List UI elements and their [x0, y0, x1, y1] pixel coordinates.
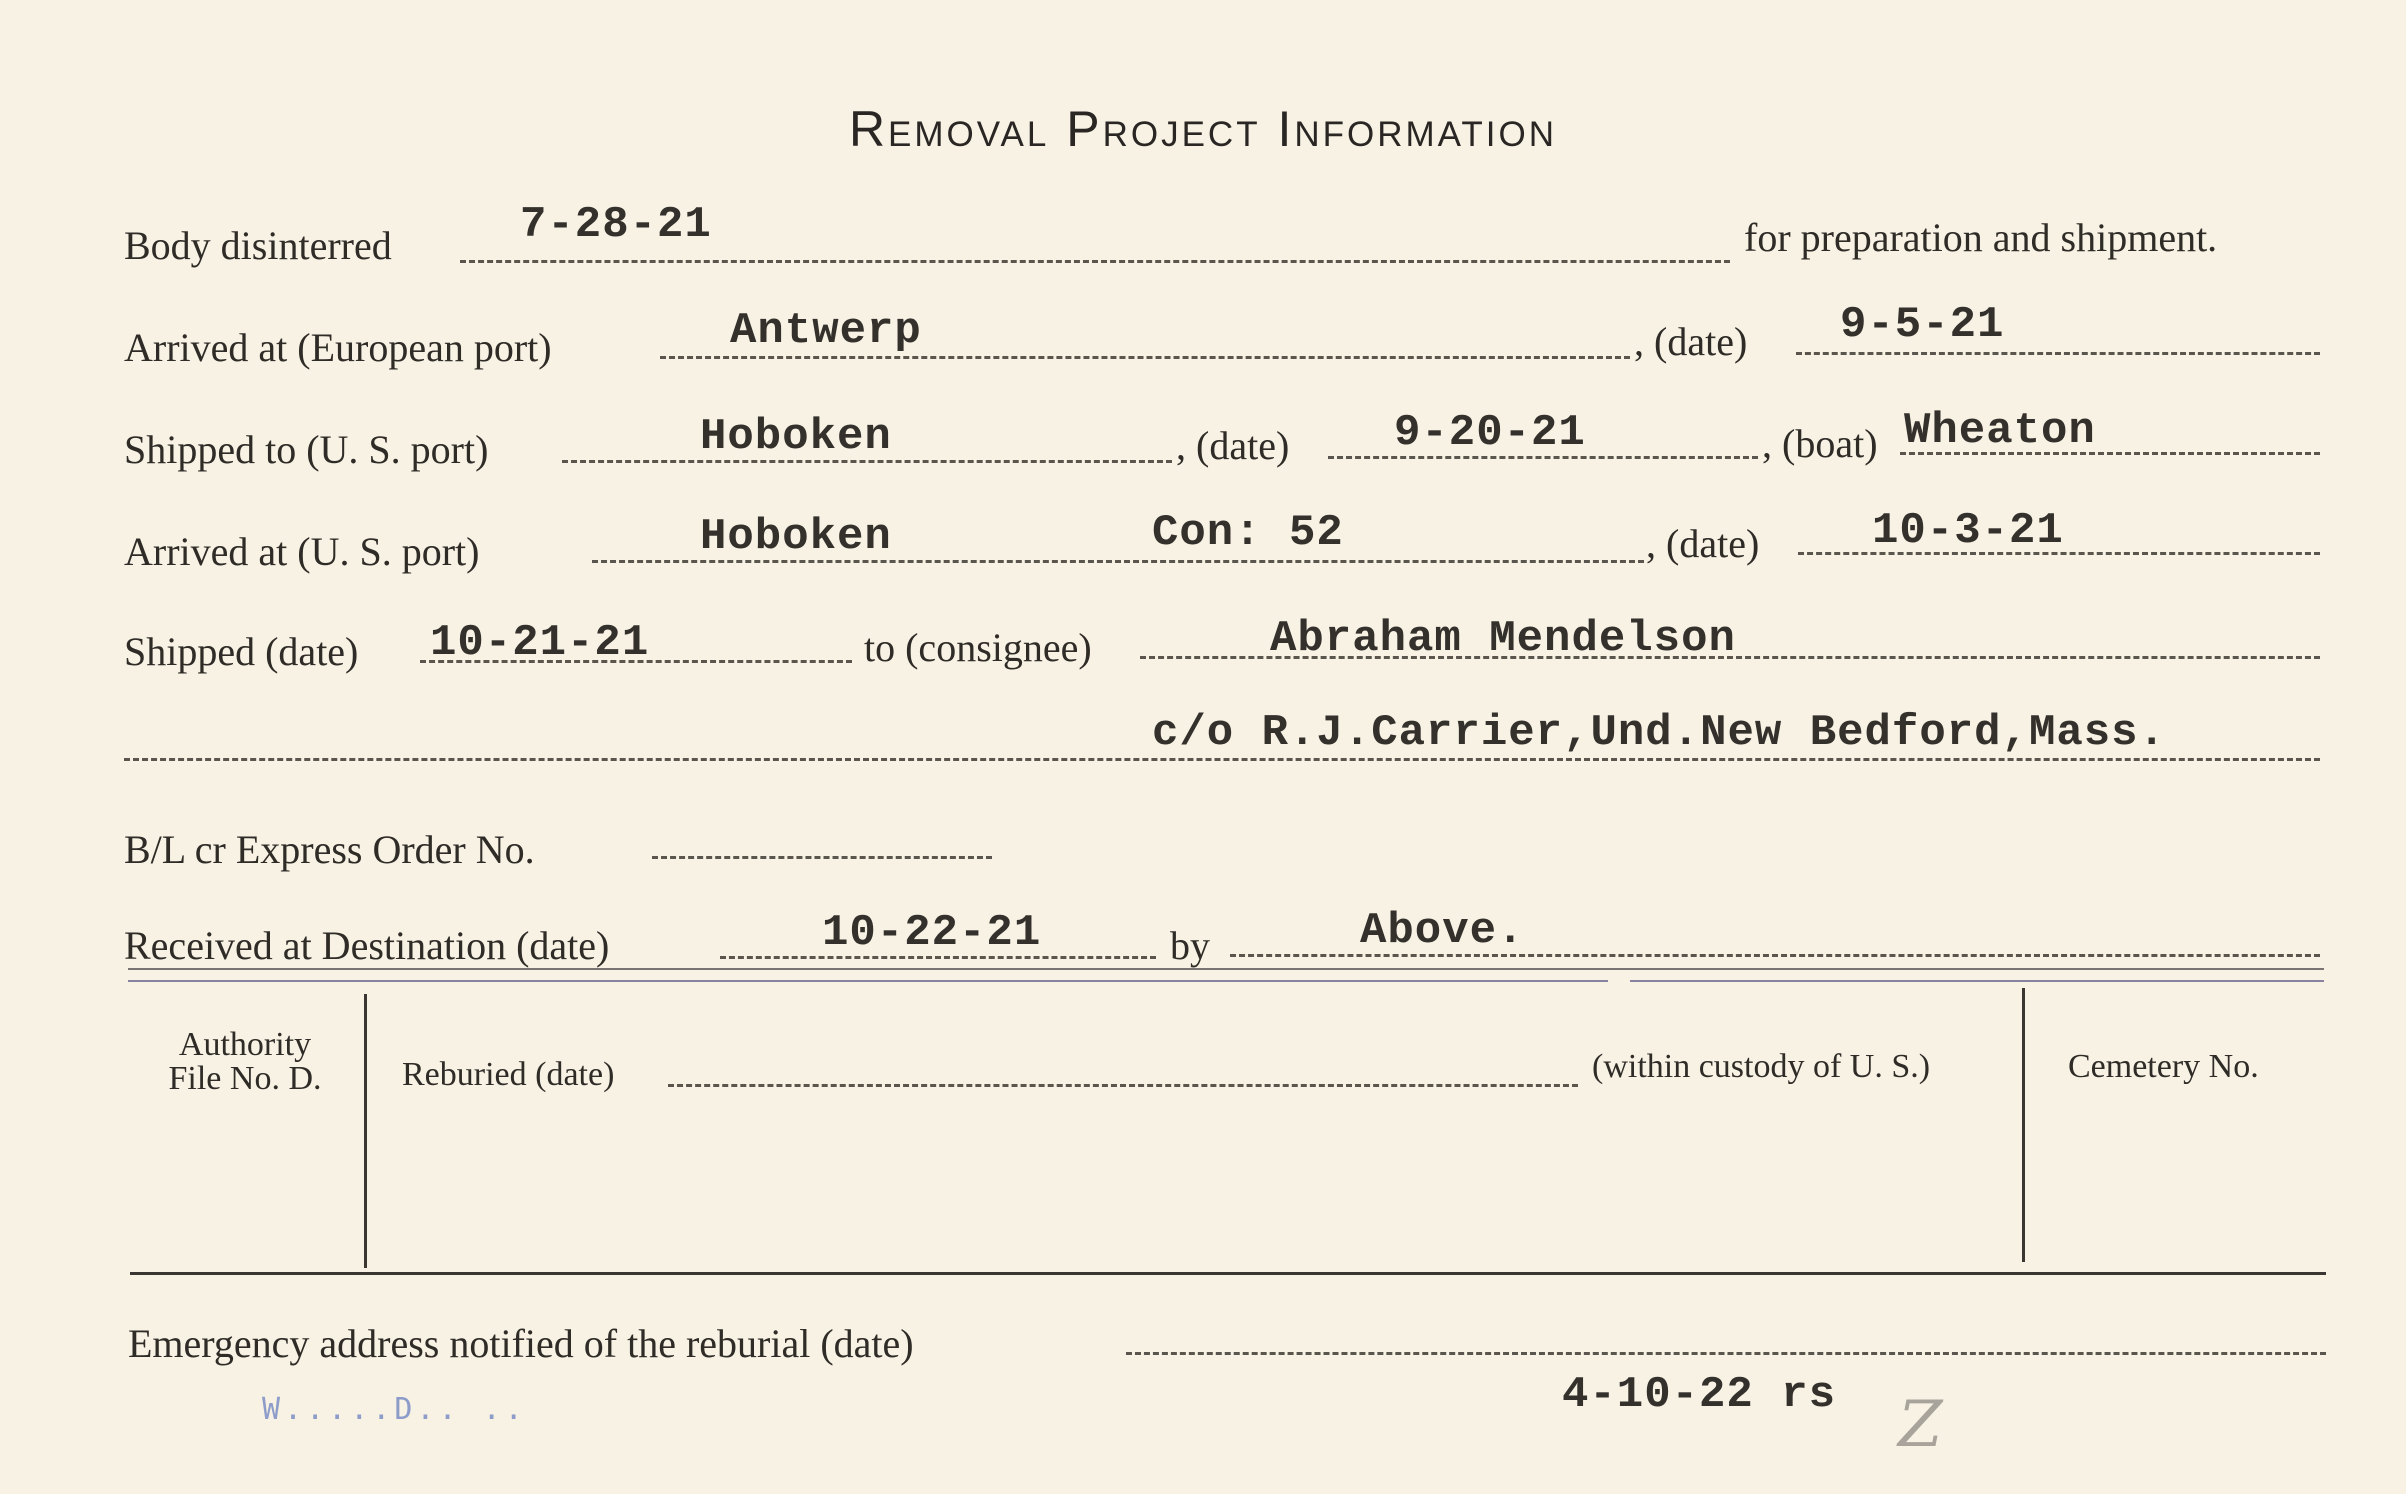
arrived-us-con: Con: 52: [1152, 508, 1344, 558]
reburied-label: Reburied (date): [402, 1056, 615, 1093]
arrived-eu-port: Antwerp: [730, 306, 922, 356]
bl-line: [652, 856, 992, 859]
table-divider-right: [2022, 988, 2025, 1262]
arrived-us-date: 10-3-21: [1872, 506, 2064, 556]
table-divider-left: [364, 994, 367, 1268]
bl-label: B/L cr Express Order No.: [124, 827, 535, 872]
received-date: 10-22-21: [822, 908, 1042, 958]
shipped-us-date: 9-20-21: [1394, 408, 1586, 458]
arrived-eu-date-line: [1796, 352, 2320, 355]
emergency-line: [1126, 1352, 2326, 1355]
faded-stamp: W.....D.. ..: [262, 1392, 527, 1427]
consignee-address: c/o R.J.Carrier,Und.New Bedford,Mass.: [1152, 708, 2166, 758]
shipped-us-port: Hoboken: [700, 412, 892, 462]
separator-rule-left: [128, 980, 1608, 982]
cemetery-label: Cemetery No.: [2068, 1048, 2259, 1085]
arrived-us-label: Arrived at (U. S. port): [124, 529, 480, 574]
arrived-eu-date: 9-5-21: [1840, 300, 2005, 350]
disinterred-line: [460, 260, 1730, 263]
disinterred-label: Body disinterred: [124, 223, 392, 268]
handwritten-initials: Z: [1898, 1388, 1943, 1462]
shipped-us-date-label: , (date): [1176, 423, 1290, 468]
arrived-us-date-label: , (date): [1646, 521, 1760, 566]
arrived-eu-date-label: , (date): [1634, 319, 1748, 364]
received-by: Above.: [1360, 906, 1525, 956]
custody-label: (within custody of U. S.): [1592, 1048, 1931, 1085]
arrived-eu-label: Arrived at (European port): [124, 325, 552, 370]
received-by-label: by: [1170, 923, 1210, 968]
consignee-name: Abraham Mendelson: [1270, 614, 1736, 664]
shipped-us-label: Shipped to (U. S. port): [124, 427, 489, 472]
shipped-us-boat-label: , (boat): [1762, 421, 1878, 466]
authority-label: Authority: [178, 1026, 312, 1063]
emergency-label: Emergency address notified of the reburial (date): [128, 1321, 914, 1366]
table-bottom-rule: [130, 1272, 2326, 1275]
file-no-label: File No. D.: [168, 1060, 322, 1097]
card-title: Removal Project Information: [848, 101, 1558, 157]
shipped-us-boat: Wheaton: [1904, 406, 2096, 456]
consignee-label: to (consignee): [864, 625, 1092, 670]
reburied-line: [668, 1084, 1578, 1087]
separator-rule-top: [128, 968, 2324, 970]
separator-rule-right: [1630, 980, 2324, 982]
emergency-date: 4-10-22 rs: [1562, 1370, 1837, 1420]
address-line: [124, 758, 2320, 761]
disinterred-suffix: for preparation and shipment.: [1744, 215, 2218, 260]
disinterred-date: 7-28-21: [520, 200, 712, 250]
shipped-date: 10-21-21: [430, 618, 650, 668]
shipped-label: Shipped (date): [124, 629, 359, 674]
arrived-eu-line: [660, 356, 1630, 359]
received-label: Received at Destination (date): [124, 923, 610, 968]
arrived-us-port: Hoboken: [700, 512, 892, 562]
